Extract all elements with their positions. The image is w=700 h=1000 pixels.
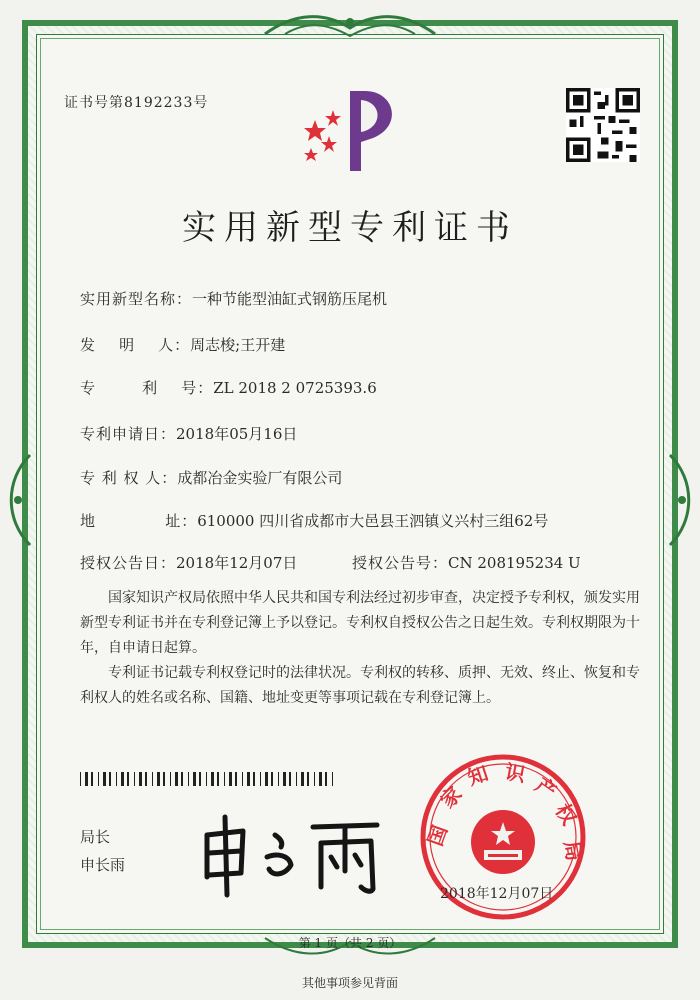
field-label: 发 明 人：	[80, 336, 191, 354]
handwritten-signature-icon	[185, 805, 395, 900]
field-utility-model-name	[80, 288, 387, 309]
commissioner-title: 局长	[80, 828, 111, 846]
seal-date: 2018年12月07日	[440, 886, 554, 902]
field-grant-date	[80, 552, 297, 573]
field-value: CN 208195234 U	[448, 554, 581, 572]
field-inventor	[80, 334, 285, 355]
field-label: 专 利 权 人：	[80, 469, 178, 487]
field-value: 610000 四川省成都市大邑县王泗镇义兴村三组62号	[197, 512, 549, 530]
field-filing-date	[80, 423, 297, 444]
field-label: 地 址：	[80, 512, 198, 530]
body-paragraph: 专利证书记载专利权登记时的法律状况。专利权的转移、质押、无效、终止、恢复和专利权人的姓名或名称、国籍、地址变更等事项记载在专利登记簿上。	[80, 665, 640, 706]
field-value: ZL 2018 2 0725393.6	[213, 379, 377, 397]
field-label: 实用新型名称：	[80, 290, 193, 308]
field-value: 成都冶金实验厂有限公司	[177, 469, 343, 487]
top-ornament-icon	[255, 8, 445, 44]
field-value: 2018年05月16日	[176, 425, 298, 443]
field-patent-number	[80, 377, 377, 398]
certificate-number: 证书号第8192233号	[64, 95, 209, 111]
svg-text:产: 产	[530, 772, 562, 804]
left-ornament-icon	[0, 450, 40, 550]
certificate-title: 实用新型专利证书	[182, 208, 518, 248]
qr-code-icon	[566, 88, 640, 162]
right-ornament-icon	[660, 450, 700, 550]
field-value: 2018年12月07日	[176, 554, 298, 572]
svg-text:知: 知	[464, 760, 492, 790]
field-label: 专 利 号：	[80, 379, 214, 397]
svg-text:家: 家	[435, 781, 467, 813]
field-patentee	[80, 467, 342, 488]
certificate-body	[80, 586, 640, 711]
svg-text:识: 识	[503, 759, 528, 787]
svg-text:局: 局	[559, 838, 587, 863]
field-value: 周志梭;王开建	[190, 336, 286, 354]
field-label: 授权公告日：	[80, 554, 177, 572]
body-paragraph: 国家知识产权局依照中华人民共和国专利法经过初步审查，决定授予专利权，颁发实用新型专利证书并在专利登记簿上予以登记。专利权自授权公告之日起生效。专利权期限为十年，自申请日起算。	[80, 590, 640, 656]
page-number: 第 1 页（共 2 页）	[298, 936, 402, 950]
commissioner-name: 申长雨	[80, 856, 126, 874]
footer-note: 其他事项参见背面	[301, 976, 398, 990]
field-label: 授权公告号：	[352, 554, 449, 572]
field-value: 一种节能型油缸式钢筋压尾机	[192, 290, 388, 308]
field-address	[80, 510, 548, 531]
field-label: 专利申请日：	[80, 425, 177, 443]
svg-text:国: 国	[422, 822, 453, 850]
cnipa-logo-icon	[295, 86, 405, 176]
field-grant-number	[352, 552, 581, 573]
barcode-icon	[80, 772, 338, 786]
svg-text:权: 权	[550, 799, 582, 830]
